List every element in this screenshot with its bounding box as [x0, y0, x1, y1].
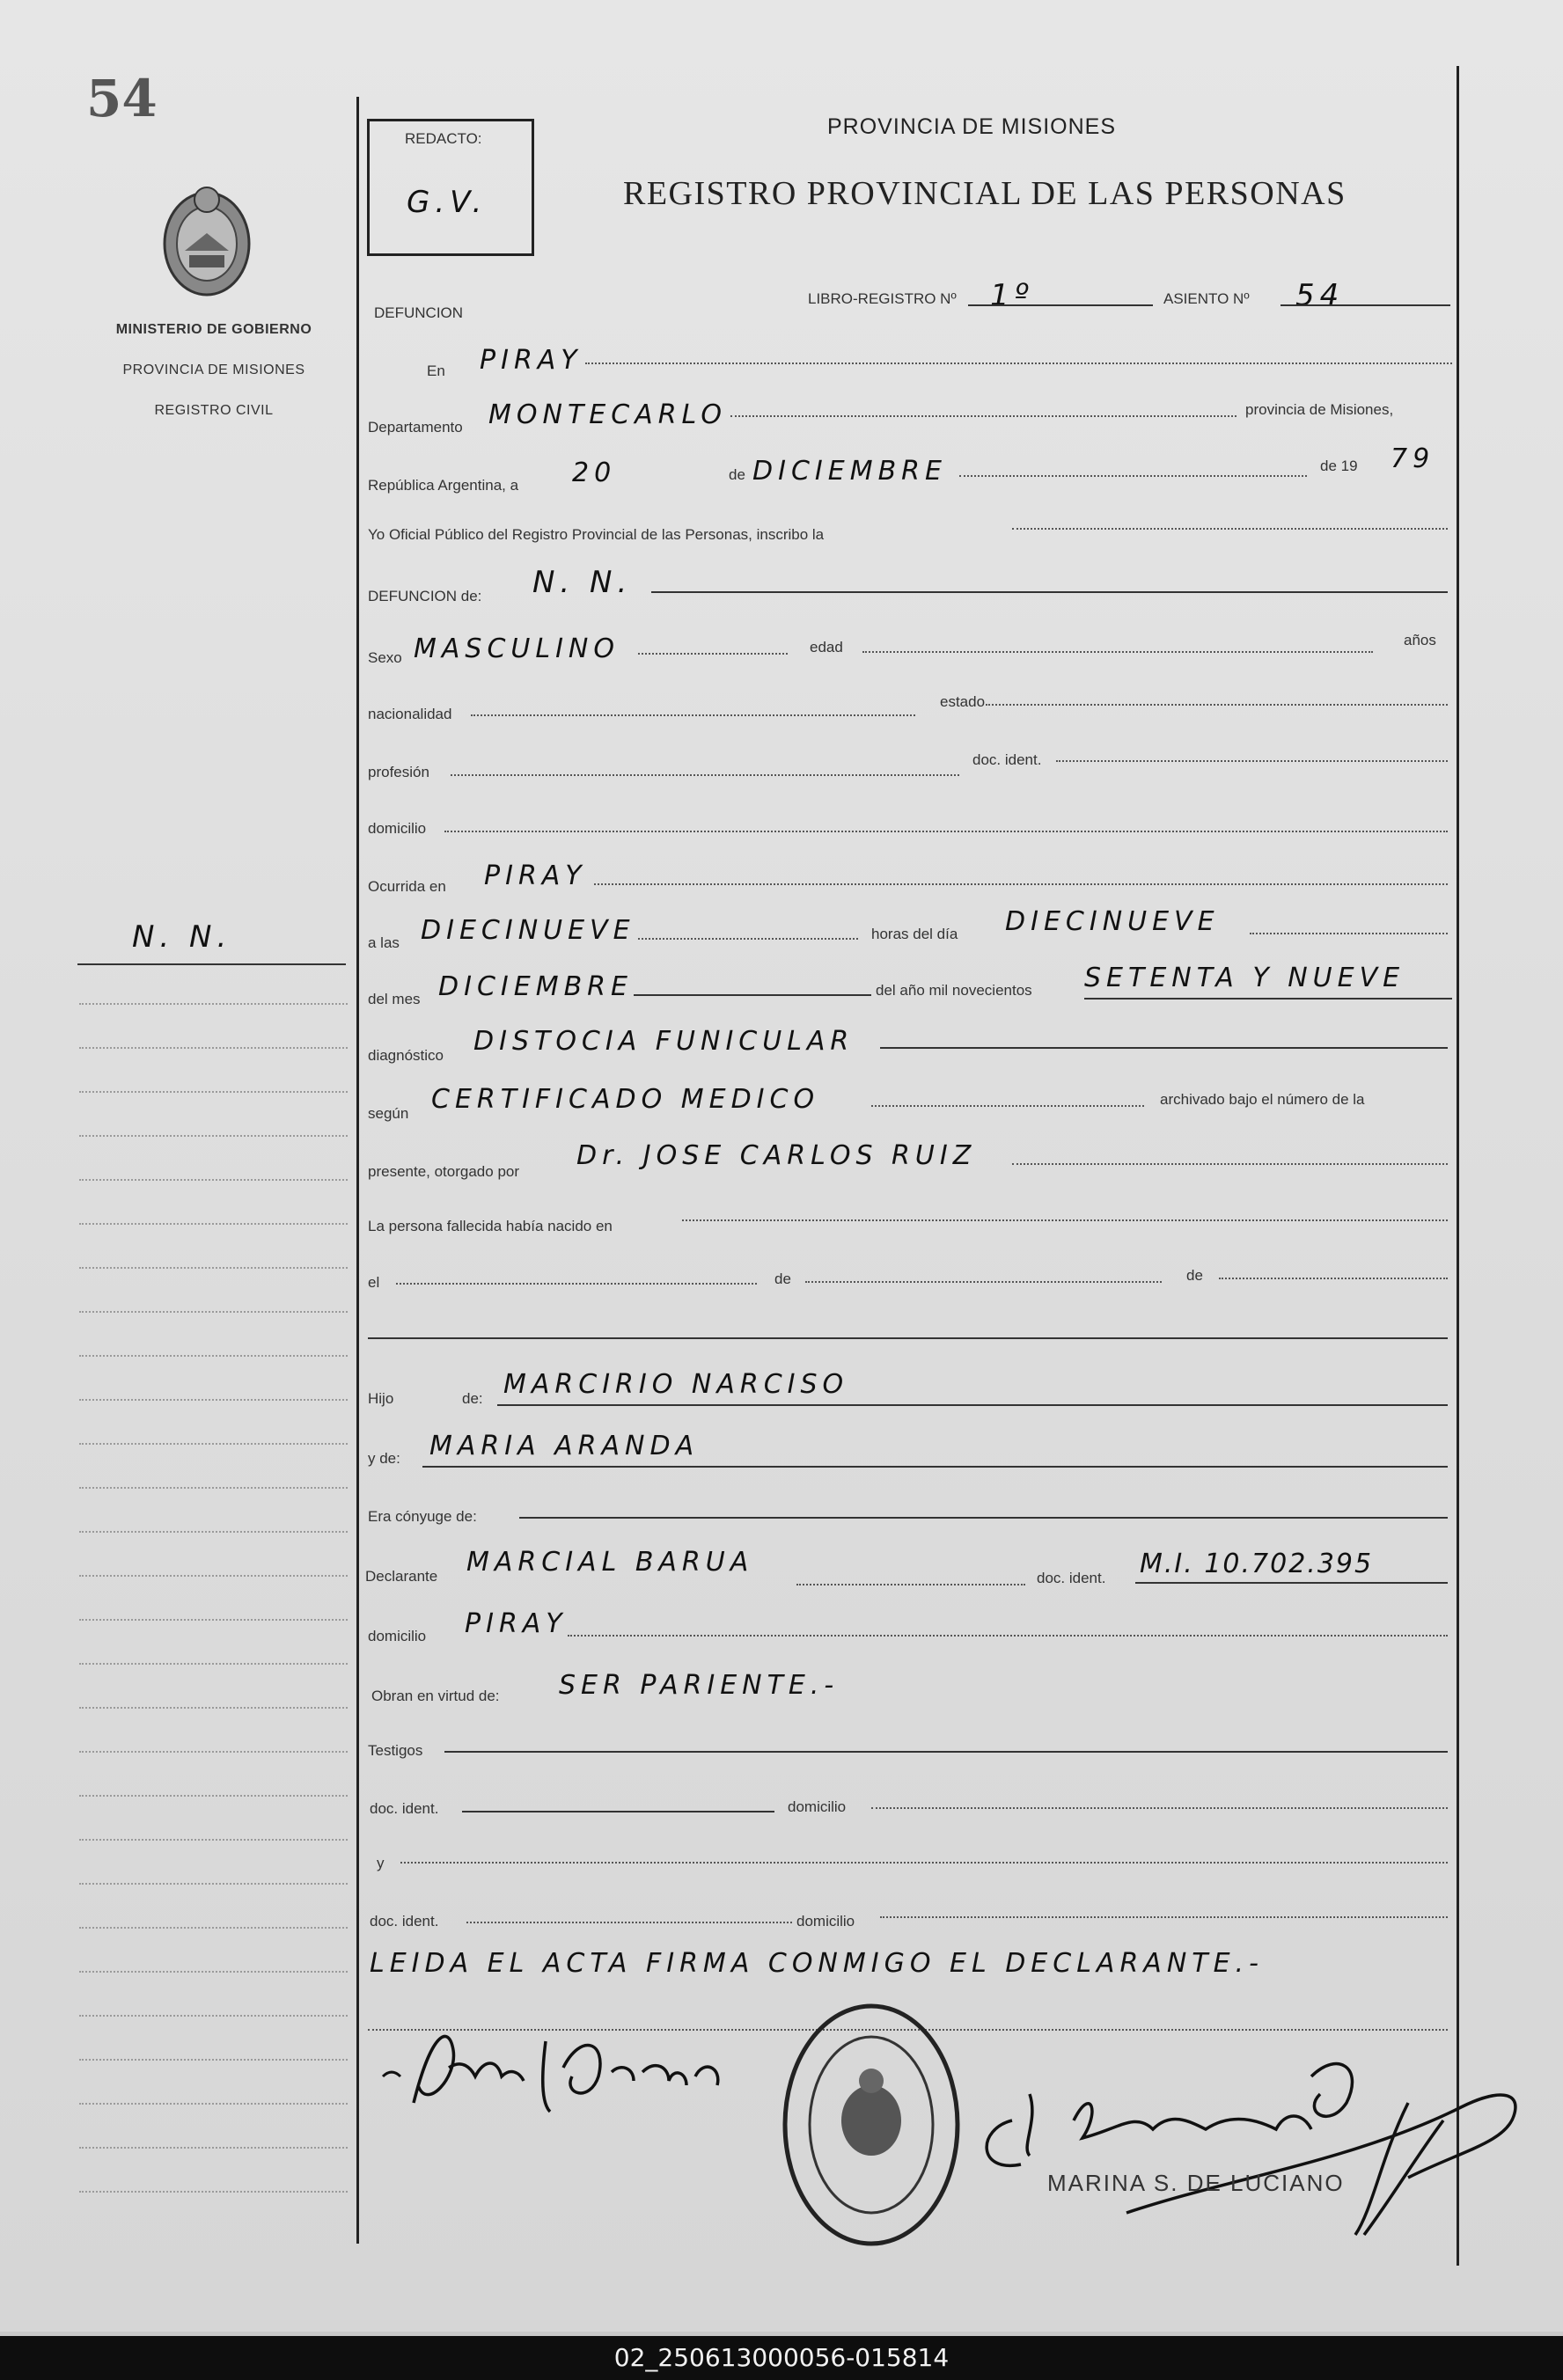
- nacionalidad-label: nacionalidad: [368, 706, 452, 722]
- act-type: DEFUNCION: [374, 304, 464, 321]
- de1-label: de: [774, 1271, 791, 1287]
- header-province: PROVINCIA DE MISIONES: [827, 114, 1117, 139]
- el-label: el: [368, 1274, 380, 1291]
- de19-label: de 19: [1320, 458, 1358, 474]
- delmes-value: DICIEMBRE: [438, 971, 633, 1002]
- right-border: [1457, 66, 1459, 2266]
- oficial-text: Yo Oficial Público del Registro Provincial de las Personas, inscribo la: [368, 526, 825, 543]
- en-value: PIRAY: [480, 345, 583, 376]
- mes-value: DICIEMBRE: [752, 456, 947, 487]
- libro-value: 1º: [990, 278, 1034, 313]
- anios-label: años: [1404, 632, 1436, 648]
- image-caption: 02_250613000056-015814: [0, 2336, 1563, 2380]
- alas-value: DIECINUEVE: [421, 915, 635, 946]
- redacto-value: G.V.: [407, 185, 488, 220]
- horas-label: horas del día: [871, 926, 958, 942]
- sexo-label: Sexo: [368, 649, 402, 666]
- segun-label: según: [368, 1105, 409, 1122]
- declarante-value: MARCIAL BARUA: [466, 1547, 754, 1578]
- ocurrida-label: Ocurrida en: [368, 878, 446, 895]
- decl-domicilio-value: PIRAY: [465, 1608, 568, 1639]
- anio-mil-value: SETENTA Y NUEVE: [1084, 963, 1405, 993]
- defuncion-de-value: N. N.: [532, 565, 633, 600]
- defuncion-de-label: DEFUNCION de:: [368, 588, 482, 604]
- de-label: de: [729, 466, 745, 483]
- decl-doc-label: doc. ident.: [1037, 1570, 1106, 1586]
- diagnostico-label: diagnóstico: [368, 1047, 444, 1064]
- profesion-label: profesión: [368, 764, 429, 780]
- de2-label: de: [1186, 1267, 1203, 1284]
- t1-doc-label: doc. ident.: [370, 1800, 439, 1817]
- left-border: [356, 97, 359, 2244]
- official-signature-icon: [950, 2024, 1531, 2270]
- folio-number: 54: [86, 69, 158, 128]
- en-label: En: [427, 362, 445, 379]
- yde-label: y de:: [368, 1450, 400, 1467]
- official-stamp-icon: [779, 1997, 964, 2252]
- hijo-suffix: de:: [462, 1390, 483, 1407]
- madre-value: MARIA ARANDA: [429, 1431, 700, 1461]
- presente-label: presente, otorgado por: [368, 1163, 520, 1180]
- margin-name: N. N.: [132, 919, 232, 955]
- departamento-label: Departamento: [368, 419, 463, 436]
- padre-value: MARCIRIO NARCISO: [503, 1369, 849, 1400]
- alas-label: a las: [368, 934, 400, 951]
- header-registry: REGISTRO PROVINCIAL DE LAS PERSONAS: [623, 175, 1347, 212]
- edad-label: edad: [810, 639, 843, 655]
- redacto-label: REDACTO:: [405, 130, 482, 147]
- decl-doc-value: M.I. 10.702.395: [1140, 1549, 1374, 1579]
- declarante-signature-icon: [378, 2024, 757, 2129]
- ocurrida-value: PIRAY: [484, 860, 587, 891]
- anio-value: 79: [1391, 443, 1435, 474]
- t2-dom-label: domicilio: [796, 1913, 855, 1930]
- decl-domicilio-label: domicilio: [368, 1628, 427, 1644]
- nacido-label: La persona fallecida había nacido en: [368, 1218, 613, 1234]
- margin-divider: [77, 963, 346, 965]
- asiento-label: ASIENTO Nº: [1163, 290, 1250, 307]
- hijo-label: Hijo: [368, 1390, 394, 1407]
- t1-dom-label: domicilio: [788, 1798, 847, 1815]
- coat-of-arms-icon: [158, 180, 255, 304]
- domicilio-label: domicilio: [368, 820, 427, 837]
- dia-value: 20: [572, 458, 617, 488]
- oficial-name: MARINA S. DE LUCIANO: [1047, 2170, 1345, 2196]
- libro-label: LIBRO-REGISTRO Nº: [808, 290, 957, 307]
- estado-label: estado: [940, 693, 986, 710]
- ministry-line2: PROVINCIA DE MISIONES: [122, 362, 305, 377]
- provincia-label: provincia de Misiones,: [1245, 401, 1394, 418]
- closing-statement: LEIDA EL ACTA FIRMA CONMIGO EL DECLARANTE.-: [370, 1948, 1264, 1979]
- asiento-value: 54: [1295, 278, 1345, 313]
- ministry-line1: MINISTERIO DE GOBIERNO: [115, 322, 312, 337]
- conyuge-label: Era cónyuge de:: [368, 1508, 477, 1525]
- sexo-value: MASCULINO: [414, 633, 620, 664]
- presente-value: Dr. JOSE CARLOS RUIZ: [576, 1140, 977, 1171]
- horas-value: DIECINUEVE: [1005, 906, 1220, 937]
- obran-label: Obran en virtud de:: [371, 1688, 500, 1704]
- declarante-label: Declarante: [365, 1568, 438, 1585]
- departamento-value: MONTECARLO: [488, 399, 727, 430]
- ministry-line3: REGISTRO CIVIL: [154, 403, 274, 418]
- anio-mil-label: del año mil novecientos: [876, 982, 1032, 999]
- y-label: y: [377, 1855, 385, 1871]
- archivado-label: archivado bajo el número de la: [1160, 1091, 1365, 1108]
- t2-doc-label: doc. ident.: [370, 1913, 439, 1930]
- republica-label: República Argentina, a: [368, 477, 519, 494]
- diagnostico-value: DISTOCIA FUNICULAR: [473, 1026, 855, 1057]
- obran-value: SER PARIENTE.-: [559, 1670, 840, 1701]
- testigos-label: Testigos: [368, 1742, 423, 1759]
- doc-ident-label: doc. ident.: [972, 751, 1042, 768]
- delmes-label: del mes: [368, 991, 421, 1007]
- segun-value: CERTIFICADO MEDICO: [431, 1084, 820, 1115]
